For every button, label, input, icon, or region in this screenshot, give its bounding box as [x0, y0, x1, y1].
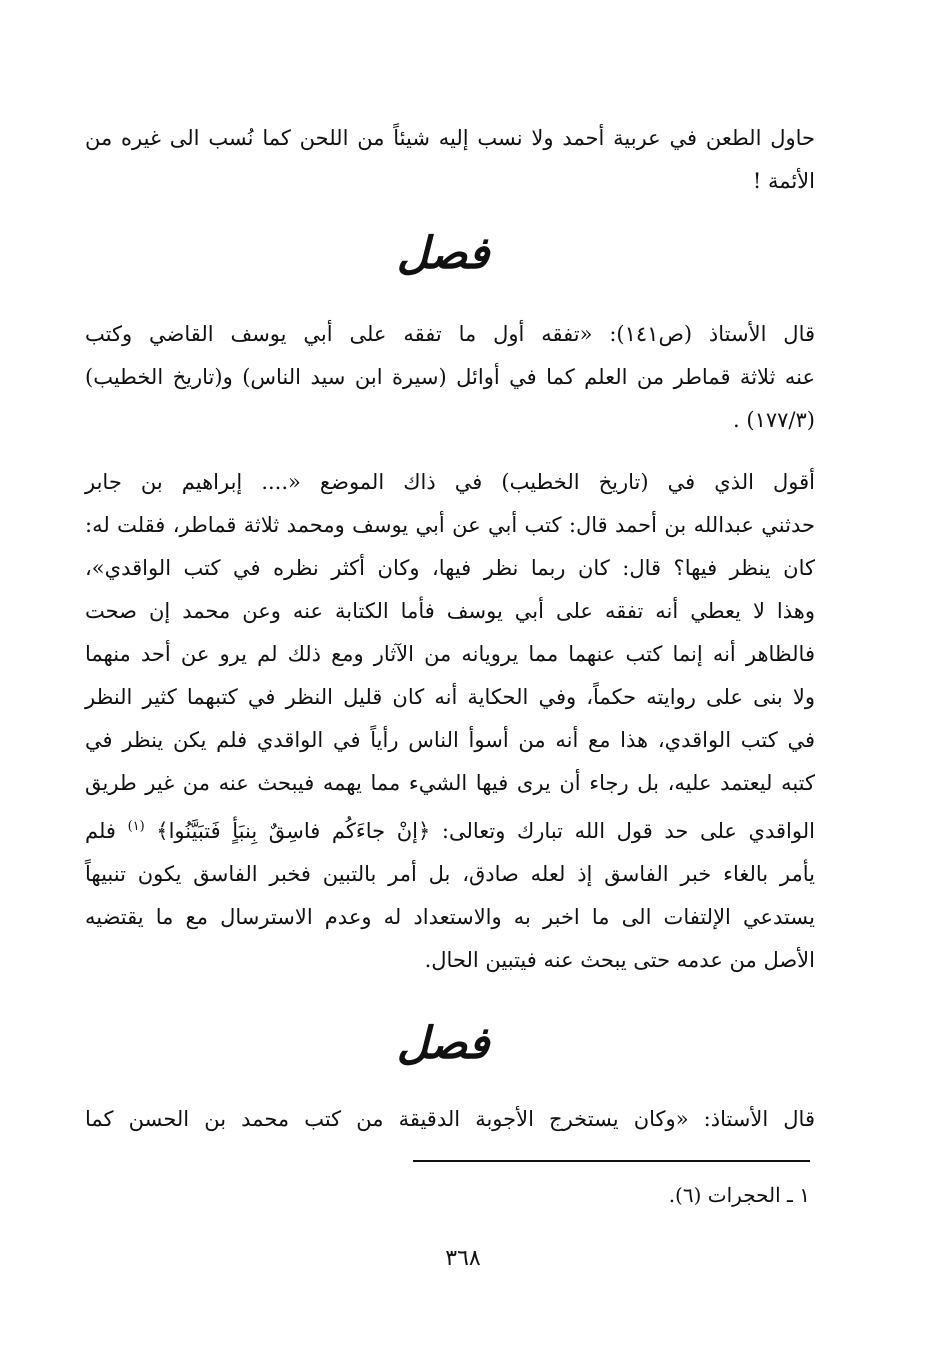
text-line: قال الأستاذ (ص١٤١): «تفقه أول ما تفقه على أبي يوسف القاضي وكتب: [85, 322, 816, 346]
text-line: حدثني عبدالله بن أحمد قال: كتب أبي عن أبي يوسف ومحمد ثلاثة قماطر، فقلت له:: [85, 513, 815, 537]
paragraph-quote-1: [85, 313, 815, 442]
text-line: وهذا لا يعطي أنه تفقه على أبي يوسف فأما الكتابة عنه وعن محمد إن صحت: [85, 599, 815, 623]
text-line: فالظاهر أنه إنما كتب عنهما مما يرويانه من الآثار ومع ذلك لم يرو عن أحد منهما: [85, 642, 815, 666]
text-line: يأمر بالغاء خبر الفاسق إذ لعله صادق، بل أمر بالتبين فخبر الفاسق يكون تنبيهاً: [85, 862, 815, 886]
text-line: كان ينظر فيها؟ قال: كان ربما نظر فيها، وكان أكثر نظره في كتب الواقدي»،: [85, 556, 815, 580]
text-line: أقول الذي في (تاريخ الخطيب) في ذاك الموضع «.... إبراهيم بن جابر: [85, 470, 815, 494]
paragraph-response: [85, 461, 815, 982]
text-line: حاول الطعن في عربية أحمد ولا نسب إليه شيئاً من اللحن كما نُسب الى غيره من: [85, 126, 815, 150]
text-line: الأئمة !: [752, 169, 815, 193]
paragraph-top: [85, 117, 815, 203]
section-heading: فصل: [396, 228, 490, 279]
text-line: ولا بنى على روايته حكماً، وفي الحكاية أنه كان قليل النظر في كتبهما كثير النظر: [85, 685, 815, 709]
footnote-divider: [413, 1160, 810, 1162]
text-line: قال الأستاذ: «وكان يستخرج الأجوبة الدقيقة من كتب محمد بن الحسن كما: [85, 1107, 815, 1131]
text-fragment: فلم: [85, 819, 116, 843]
text-line: كتبه ليعتمد عليه، بل رجاء أن يرى فيها الشيء مما يهمه فيبحث عنه من غير طريق: [85, 771, 815, 795]
text-line: في كتب الواقدي، هذا مع أنه من أسوأ الناس رأياً في الواقدي فلم يكن ينظر في: [85, 728, 815, 752]
text-line: الأصل من عدمه حتى يبحث عنه فيتبين الحال.: [424, 948, 815, 972]
text-line: يستدعي الإلتفات الى ما اخبر به والاستعداد له وعدم الاسترسال مع ما يقتضيه: [85, 905, 815, 929]
page-number: ٣٦٨: [445, 1246, 481, 1271]
text-line: عنه ثلاثة قماطر من العلم كما في أوائل (سيرة ابن سيد الناس) و(تاريخ الخطيب): [85, 365, 815, 389]
section-heading: فصل: [396, 1018, 490, 1069]
paragraph-quote-2: [85, 1098, 815, 1141]
quran-verse-line: الواقدي على حد قول الله تبارك وتعالى: ﴿إنْ جاءَكُم فاسِقٌ بِنبَأٍ فَتبَيَّنُوا﴾: [156, 819, 815, 843]
footnote-marker: (١): [127, 819, 145, 834]
footnote: ١ ـ الحجرات (٦).: [668, 1183, 810, 1207]
text-line: [85, 805, 815, 853]
text-line: (١٧٧/٣) .: [733, 408, 815, 432]
